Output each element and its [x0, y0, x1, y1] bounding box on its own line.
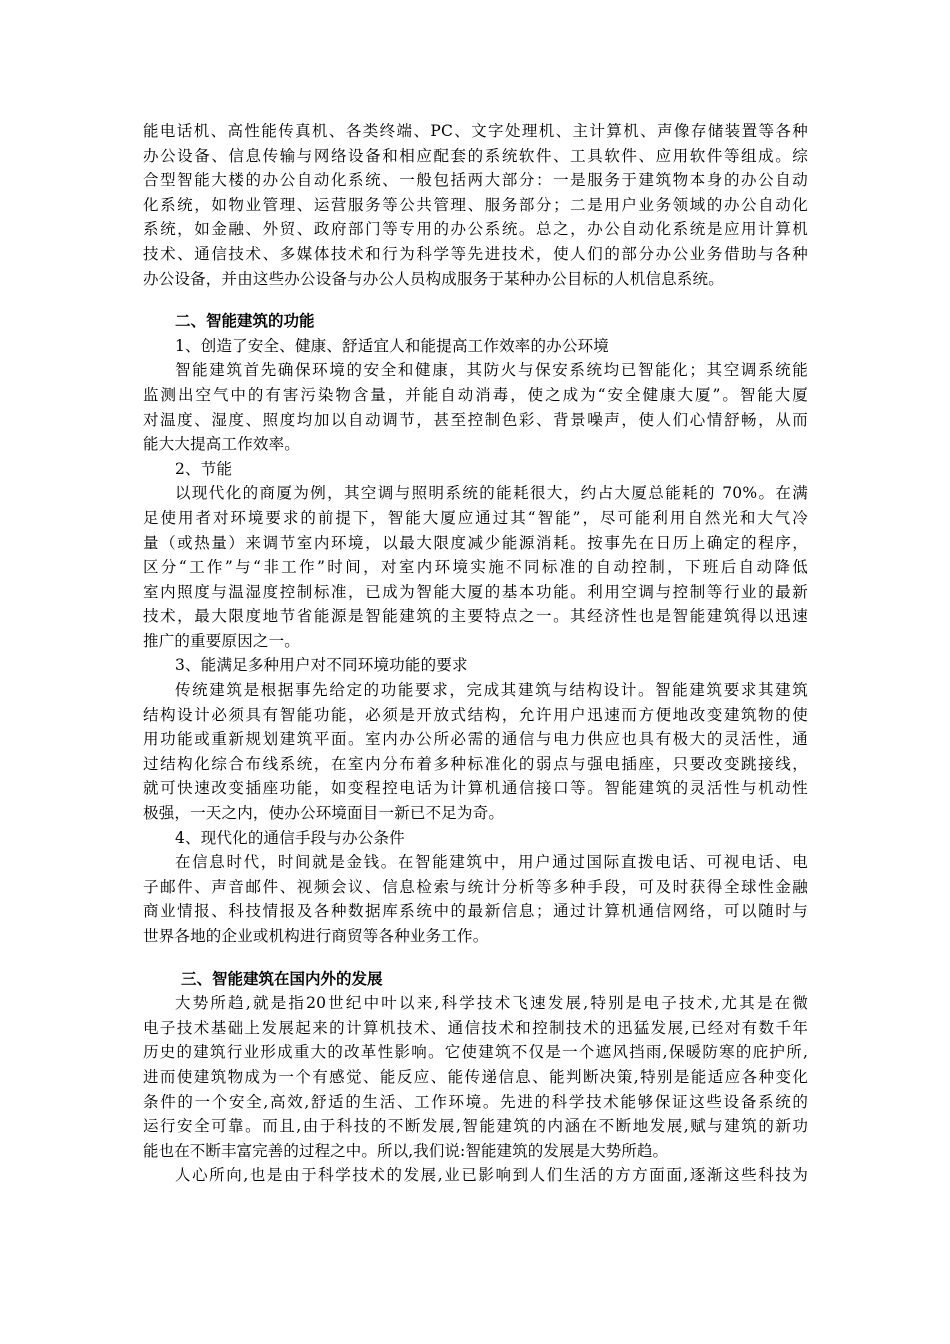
- paragraph: [143, 850, 808, 948]
- section-gap: [143, 949, 808, 967]
- text-line: 室内照度与温湿度控制标准，已成为智能大厦的基本功能。利用空调与控制等行业的最新: [143, 582, 808, 601]
- text-line: 极强，一天之内，使办公环境面目一新已不足为奇。: [143, 804, 505, 823]
- text-line: 以现代化的商厦为例，其空调与照明系统的能耗很大，约占大厦总能耗的 70%。在满: [175, 484, 808, 503]
- text-line: 智能建筑首先确保环境的安全和健康，其防火与保安系统均已智能化；其空调系统能: [175, 361, 808, 380]
- text-line: 大势所趋,就是指20世纪中叶以来,科学技术飞速发展,特别是电子技术,尤其是在微: [175, 994, 808, 1013]
- subsection-heading: 4、现代化的通信手段与办公条件: [175, 828, 405, 847]
- text-line: 世界各地的企业或机构进行商贸等各种业务工作。: [143, 927, 489, 945]
- text-line: 运行安全可靠。而且,由于科技的不断发展,智能建筑的内涵在不断地发展,赋与建筑的新功: [143, 1117, 808, 1136]
- text-line: 合型智能大楼的办公自动化系统、一般包括两大部分：一是服务于建筑物本身的办公自动: [143, 171, 808, 190]
- text-line: 办公设备，并由这些办公设备与办公人员构成服务于某种办公目标的人机信息系统。: [143, 269, 724, 288]
- section-functions: [143, 309, 808, 948]
- section-heading: 二、智能建筑的功能: [175, 312, 315, 331]
- text-line: 过结构化综合布线系统，在室内分布着多种标准化的弱点与强电插座，只要改变跳接线，: [143, 754, 808, 773]
- text-line: 传统建筑是根据事先给定的功能要求，完成其建筑与结构设计。智能建筑要求其建筑: [175, 681, 808, 700]
- subsection-heading: 3、能满足多种用户对不同环境功能的要求: [175, 656, 468, 675]
- paragraph: [143, 1163, 808, 1188]
- section-development: [143, 967, 808, 1188]
- text-line: 监测出空气中的有害污染物含量，并能自动消毒，使之成为“安全健康大厦”。智能大厦: [143, 385, 808, 404]
- text-line: 人心所向,也是由于科学技术的发展,业已影响到人们生活的方方面面,逐渐这些科技为: [175, 1166, 808, 1185]
- text-line: 电子技术基础上发展起来的计算机技术、通信技术和控制技术的迅猛发展,已经对有数千年: [143, 1018, 808, 1037]
- section-heading: 三、智能建筑在国内外的发展: [181, 969, 383, 988]
- text-line: 能大大提高工作效率。: [143, 435, 301, 454]
- section-gap: [143, 291, 808, 309]
- text-line: 商业情报、科技情报及各种数据库系统中的最新信息；通过计算机通信网络，可以随时与: [143, 902, 808, 921]
- text-line: 就可快速改变插座功能，如变程控电话为计算机通信接口等。智能建筑的灵活性与机动性: [143, 779, 808, 798]
- paragraph: [143, 678, 808, 826]
- text-line: 系统，如金融、外贸、政府部门等专用的办公系统。总之，办公自动化系统是应用计算机: [143, 220, 808, 239]
- text-line: 推广的重要原因之一。: [143, 631, 301, 650]
- document-page: [143, 119, 808, 1188]
- text-line: 能也在不断丰富完善的过程之中。所以,我们说:智能建筑的发展是大势所趋。: [143, 1141, 669, 1160]
- text-line: 条件的一个安全,高效,舒适的生活、工作环境。先进的科学技术能够保证这些设备系统的: [143, 1092, 808, 1111]
- text-line: 技术、通信技术、多媒体技术和行为科学等先进技术，使人们的部分办公业务借助与各种: [143, 244, 808, 263]
- text-line: 子邮件、声音邮件、视频会议、信息检索与统计分析等多种手段，可及时获得全球性金融: [143, 877, 808, 896]
- text-line: 用功能或重新规划建筑平面。室内办公所必需的通信与电力供应也具有极大的灵活性，通: [143, 730, 808, 749]
- text-line: 在信息时代，时间就是金钱。在智能建筑中，用户通过国际直拨电话、可视电话、电: [175, 853, 808, 872]
- text-line: 技术，最大限度地节省能源是智能建筑的主要特点之一。其经济性也是智能建筑得以迅速: [143, 607, 808, 626]
- text-line: 量（或热量）来调节室内环境，以最大限度减少能源消耗。按事先在日历上确定的程序，: [143, 533, 808, 552]
- text-line: 进而使建筑物成为一个有感觉、能反应、能传递信息、能判断决策,特别是能适应各种变化: [143, 1067, 808, 1086]
- text-line: 能电话机、高性能传真机、各类终端、PC、文字处理机、主计算机、声像存储装置等各种: [143, 122, 808, 140]
- text-line: 历史的建筑行业形成重大的改革性影响。它使建筑不仅是一个遮风挡雨,保暖防寒的庇护所,: [143, 1043, 808, 1062]
- subsection-heading: 2、节能: [175, 459, 233, 478]
- text-line: 区分“工作”与“非工作”时间，对室内环境实施不同标准的自动控制，下班后自动降低: [143, 558, 808, 577]
- intro-paragraph: [143, 119, 808, 291]
- text-line: 化系统，如物业管理、运营服务等公共管理、服务部分；二是用户业务领域的办公自动化: [143, 195, 808, 214]
- text-line: 对温度、湿度、照度均加以自动调节，甚至控制色彩、背景噪声，使人们心情舒畅，从而: [143, 410, 808, 429]
- text-line: 结构设计必须具有智能功能，必须是开放式结构，允许用户迅速而方便地改变建筑物的使: [143, 705, 808, 724]
- text-line: 办公设备、信息传输与网络设备和相应配套的系统软件、工具软件、应用软件等组成。综: [143, 146, 808, 165]
- paragraph: [143, 358, 808, 456]
- text-line: 足使用者对环境要求的前提下，智能大厦应通过其“智能”，尽可能利用自然光和大气冷: [143, 508, 808, 527]
- paragraph: [143, 991, 808, 1163]
- subsection-heading: 1、创造了安全、健康、舒适宜人和能提高工作效率的办公环境: [175, 336, 609, 355]
- paragraph: [143, 481, 808, 653]
